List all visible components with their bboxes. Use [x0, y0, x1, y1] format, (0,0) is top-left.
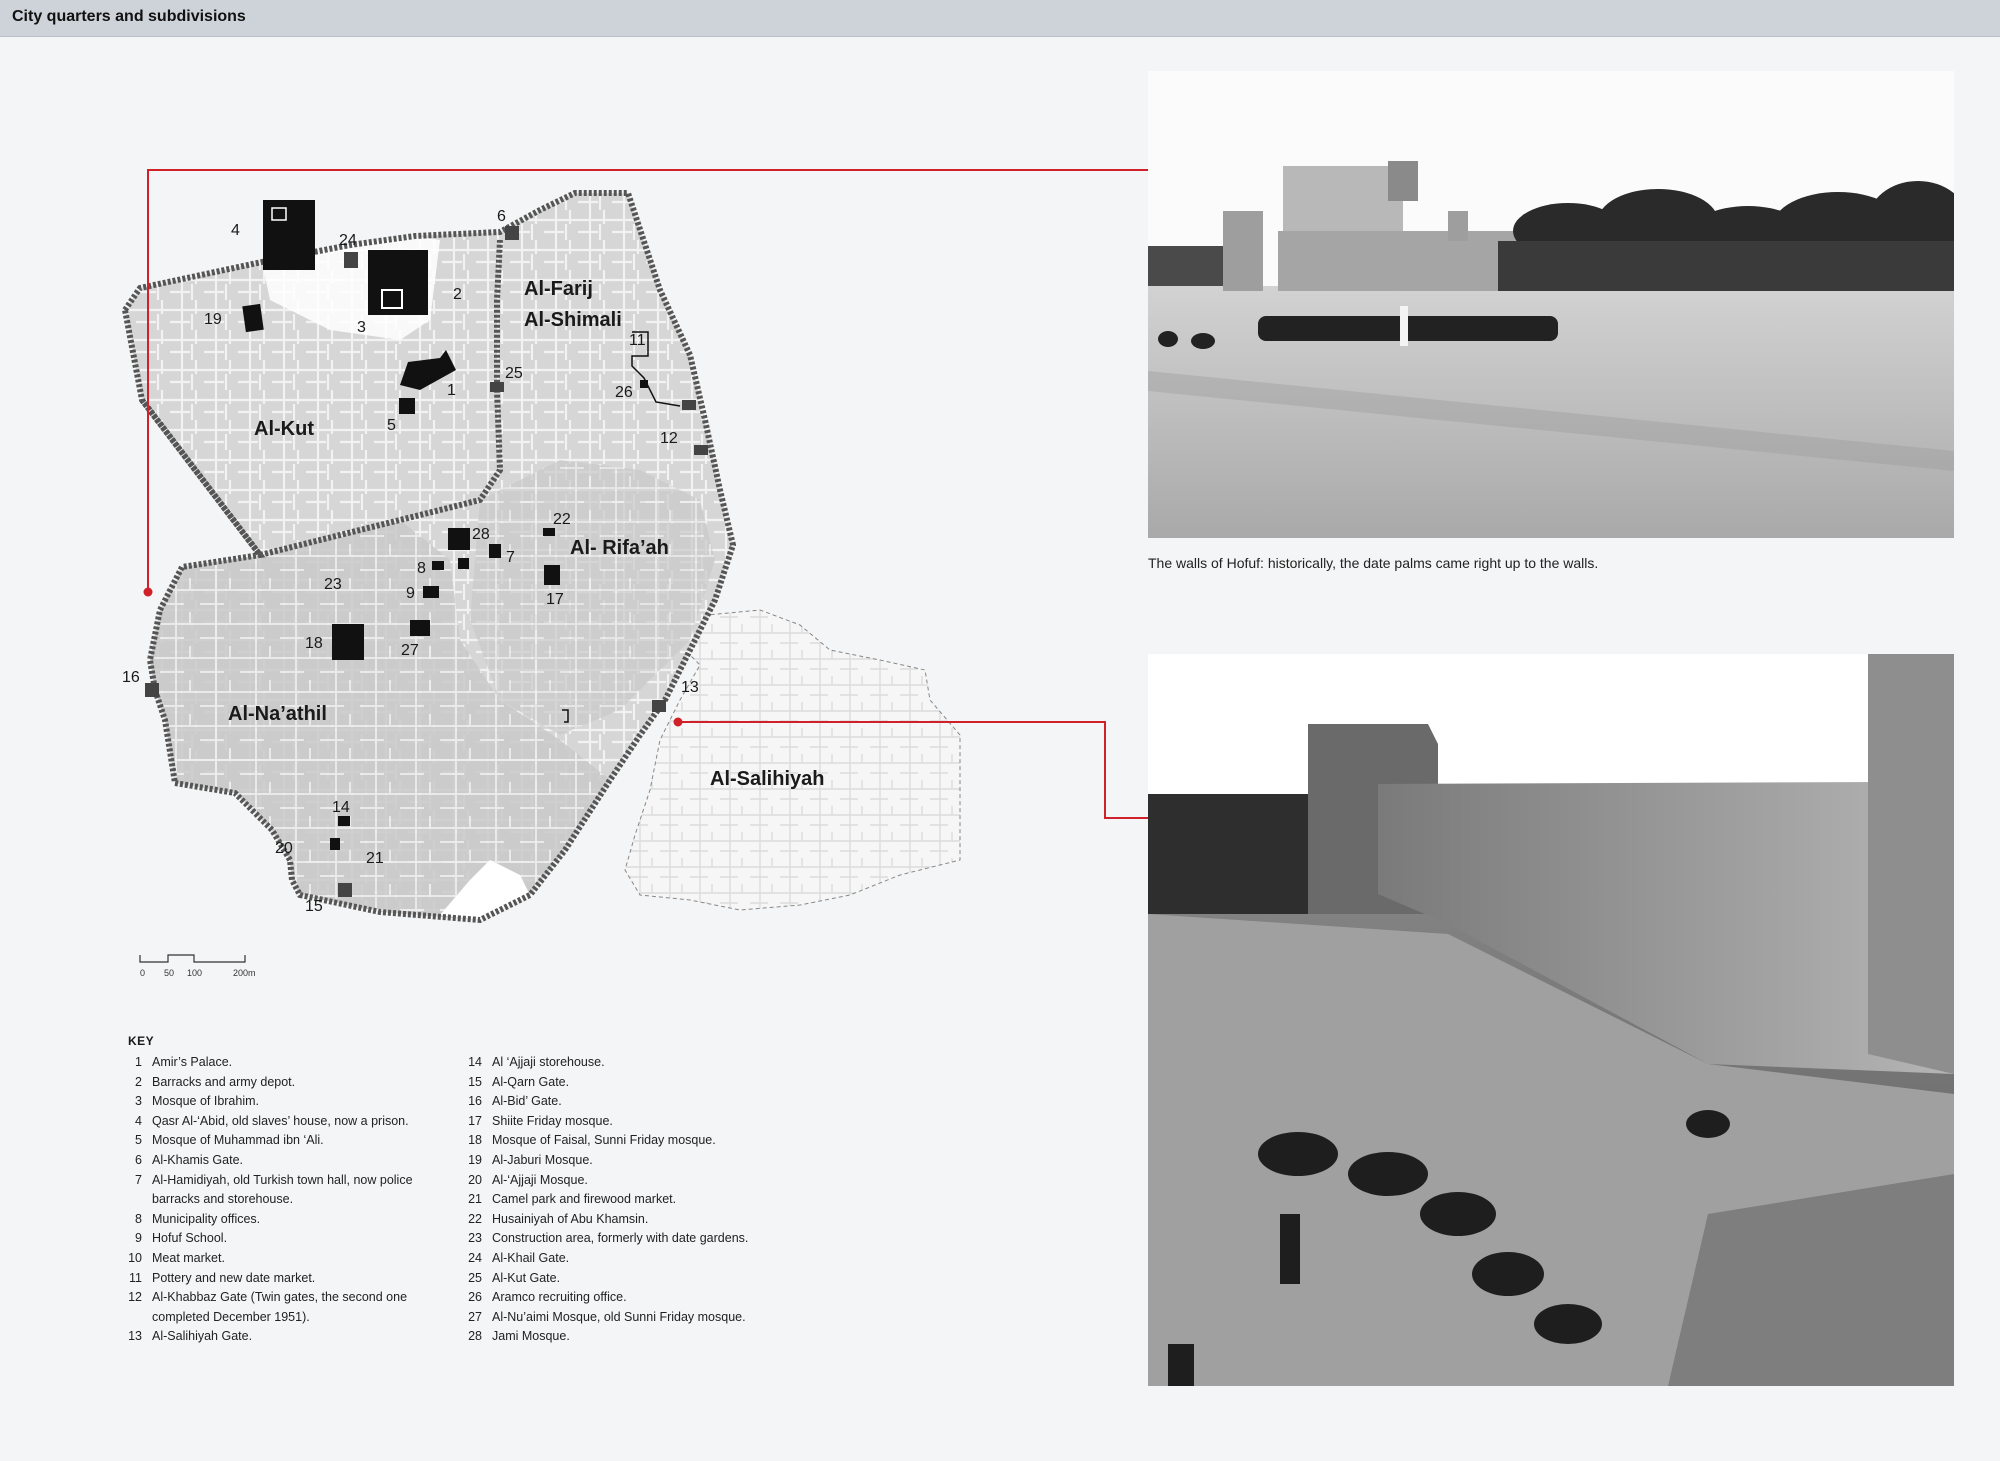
key-item-label: Al ‘Ajjaji storehouse. — [492, 1055, 605, 1069]
key-item-number: 16 — [468, 1094, 482, 1109]
map-number-28: 28 — [472, 526, 490, 543]
map-number-19: 19 — [204, 311, 222, 328]
connector-dot — [144, 588, 153, 597]
building-17 — [544, 565, 560, 585]
key-item-number: 5 — [135, 1133, 142, 1148]
gate-13 — [652, 700, 666, 712]
key-item-number: 4 — [135, 1113, 142, 1128]
key-item-label: Jami Mosque. — [492, 1329, 570, 1344]
map-number-7: 7 — [506, 549, 515, 566]
key-item — [128, 1327, 458, 1347]
quarter-label-naathil: Al-Na’athil — [228, 703, 327, 725]
key-item-number: 18 — [468, 1133, 482, 1148]
key-item — [468, 1210, 798, 1230]
scale-label-0: 0 — [140, 968, 146, 978]
quarter-label-farij-1: Al-Farij — [524, 278, 593, 300]
map-number-15: 15 — [305, 898, 323, 915]
key-item-label: Al-Khamis Gate. — [152, 1152, 244, 1167]
gate-24 — [344, 252, 358, 268]
key-item-label: Municipality offices. — [152, 1211, 261, 1226]
key-item — [468, 1269, 798, 1289]
key-title: KEY — [128, 1034, 155, 1048]
key-item — [128, 1229, 458, 1249]
key-item-label: Barracks and army depot. — [152, 1074, 296, 1089]
map-number-25: 25 — [505, 365, 523, 382]
building-27 — [410, 620, 430, 636]
key-item — [128, 1112, 458, 1132]
key-item-number: 1 — [135, 1055, 142, 1069]
key-item — [468, 1229, 798, 1249]
scale-label-50: 50 — [164, 968, 175, 978]
key-item-number: 6 — [135, 1152, 142, 1167]
key-item-number: 15 — [468, 1074, 482, 1089]
key-item — [128, 1151, 458, 1171]
map-number-1: 1 — [447, 382, 456, 399]
key-item — [128, 1210, 458, 1230]
map-number-16: 16 — [122, 669, 140, 686]
building-2 — [368, 250, 428, 315]
map-number-9: 9 — [406, 585, 415, 602]
key-item — [468, 1131, 798, 1151]
key-item-label: Aramco recruiting office. — [492, 1290, 627, 1305]
gate-12b — [694, 445, 708, 455]
map-number-5: 5 — [387, 417, 396, 434]
key-item-number: 21 — [468, 1192, 482, 1207]
key-item-label: Al-Khabbaz Gate (Twin gates, the second one completed December 1951). — [152, 1290, 408, 1324]
key-item — [468, 1092, 798, 1112]
quarter-label-kut: Al-Kut — [254, 418, 314, 440]
key-item — [468, 1053, 798, 1073]
key-list-right — [468, 1053, 798, 1347]
map-number-24: 24 — [339, 232, 357, 249]
key-item — [128, 1053, 458, 1073]
gate-6 — [505, 226, 519, 240]
key-item-label: Al-Kut Gate. — [492, 1270, 561, 1285]
map-number-3: 3 — [357, 319, 366, 336]
building-20 — [330, 838, 340, 850]
map-number-4: 4 — [231, 222, 240, 239]
key-item-number: 19 — [468, 1152, 482, 1167]
building-8b — [458, 558, 469, 569]
map-number-22: 22 — [553, 511, 571, 528]
key-item-number: 12 — [128, 1290, 142, 1305]
building-7 — [489, 544, 501, 558]
map-number-2: 2 — [453, 286, 462, 303]
key-list-left — [128, 1053, 458, 1347]
photo-walls-palms — [1148, 71, 1954, 538]
key-item-number: 7 — [135, 1172, 142, 1187]
building-5 — [399, 398, 415, 414]
map-number-6: 6 — [497, 208, 506, 225]
key-item-number: 27 — [468, 1309, 482, 1324]
key-item-number: 2 — [135, 1074, 142, 1089]
building-28 — [448, 528, 470, 550]
key-item-label: Camel park and firewood market. — [492, 1192, 677, 1207]
key-item-number: 17 — [468, 1113, 482, 1128]
connector-dot — [674, 718, 683, 727]
photo-caption: The walls of Hofuf: historically, the date palms came right up to the walls. — [1148, 555, 1599, 571]
key-item-number: 25 — [468, 1270, 482, 1285]
key-item — [128, 1131, 458, 1151]
key-item-label: Al-Khail Gate. — [492, 1250, 570, 1265]
key-item-label: Pottery and new date market. — [152, 1270, 316, 1285]
quarter-label-farij-2: Al-Shimali — [524, 309, 622, 331]
key-item-number: 24 — [468, 1250, 482, 1265]
gate-12a — [682, 400, 696, 410]
key-item-number: 14 — [468, 1055, 482, 1069]
quarter-label-salihiyah: Al-Salihiyah — [710, 768, 825, 790]
key-item-number: 11 — [129, 1270, 142, 1285]
key-item — [468, 1327, 798, 1347]
building-4 — [263, 200, 315, 270]
key-item — [468, 1151, 798, 1171]
scale-label-200: 200m — [233, 968, 256, 978]
key-item — [128, 1269, 458, 1289]
quarter-label-rifaah: Al- Rifa’ah — [570, 537, 669, 559]
key-item-number: 28 — [468, 1329, 482, 1344]
key-item-label: Al-‘Ajjaji Mosque. — [492, 1172, 588, 1187]
key-item — [128, 1288, 458, 1327]
page-title: City quarters and subdivisions — [12, 8, 246, 25]
key-item-label: Mosque of Ibrahim. — [152, 1094, 259, 1109]
key-item-label: Husainiyah of Abu Khamsin. — [492, 1211, 649, 1226]
key-item — [128, 1073, 458, 1093]
gate-25 — [490, 382, 504, 392]
gate-16 — [145, 683, 159, 697]
key-item-number: 23 — [468, 1231, 482, 1246]
key-item-number: 9 — [135, 1231, 142, 1246]
photo-wall-camels — [1148, 654, 1954, 1386]
key-item — [468, 1308, 798, 1328]
key-item-number: 8 — [135, 1211, 142, 1226]
map-number-8: 8 — [417, 560, 426, 577]
map-number-18: 18 — [305, 635, 323, 652]
map-number-14: 14 — [332, 799, 350, 816]
key-item-label: Hofuf School. — [152, 1231, 228, 1246]
building-19 — [242, 304, 263, 332]
key-item-label: Qasr Al-‘Abid, old slaves’ house, now a prison. — [152, 1113, 409, 1128]
building-9 — [423, 586, 439, 598]
key-item — [468, 1249, 798, 1269]
key-item-label: Al-Salihiyah Gate. — [152, 1329, 253, 1344]
key-item — [468, 1288, 798, 1308]
building-18 — [332, 624, 364, 660]
key-item-label: Shiite Friday mosque. — [492, 1113, 613, 1128]
key-item-label: Amir’s Palace. — [152, 1055, 233, 1069]
key-item — [468, 1073, 798, 1093]
key-item-label: Al-Nu’aimi Mosque, old Sunni Friday mosque. — [492, 1309, 746, 1324]
key-item-number: 13 — [128, 1329, 142, 1344]
map-number-27: 27 — [401, 642, 419, 659]
map-number-23: 23 — [324, 576, 342, 593]
key-item — [128, 1171, 458, 1210]
key-item-label: Construction area, formerly with date gardens. — [492, 1231, 749, 1246]
scale-label-100: 100 — [187, 968, 203, 978]
building-22 — [543, 528, 555, 536]
key-item — [468, 1171, 798, 1191]
key-item-label: Al-Hamidiyah, old Turkish town hall, now police barracks and storehouse. — [152, 1172, 413, 1207]
map-number-11: 11 — [629, 332, 646, 349]
key-item-number: 10 — [128, 1250, 142, 1265]
key-item-number: 26 — [468, 1290, 482, 1305]
map-number-26: 26 — [615, 384, 633, 401]
key-item — [128, 1249, 458, 1269]
key-item — [468, 1112, 798, 1132]
key-item-label: Al-Qarn Gate. — [492, 1074, 570, 1089]
key-item-number: 20 — [468, 1172, 482, 1187]
key-item-label: Mosque of Faisal, Sunni Friday mosque. — [492, 1133, 716, 1148]
map-number-21: 21 — [366, 850, 384, 867]
key-item — [128, 1092, 458, 1112]
key-item-number: 22 — [468, 1211, 482, 1226]
gate-15 — [338, 883, 352, 897]
map-number-12: 12 — [660, 430, 678, 447]
scale-bar — [140, 955, 256, 978]
key-item-label: Mosque of Muhammad ibn ‘Ali. — [152, 1133, 324, 1148]
building-14 — [338, 816, 350, 826]
building-8 — [432, 561, 444, 570]
key-item-label: Al-Bid’ Gate. — [492, 1094, 562, 1109]
map-number-20: 20 — [275, 840, 293, 857]
key-item-number: 3 — [135, 1094, 142, 1109]
key-item-label: Al-Jaburi Mosque. — [492, 1152, 593, 1167]
map-number-17: 17 — [546, 591, 564, 608]
key-item — [468, 1190, 798, 1210]
key-item-label: Meat market. — [152, 1250, 225, 1265]
map-number-13: 13 — [681, 679, 699, 696]
